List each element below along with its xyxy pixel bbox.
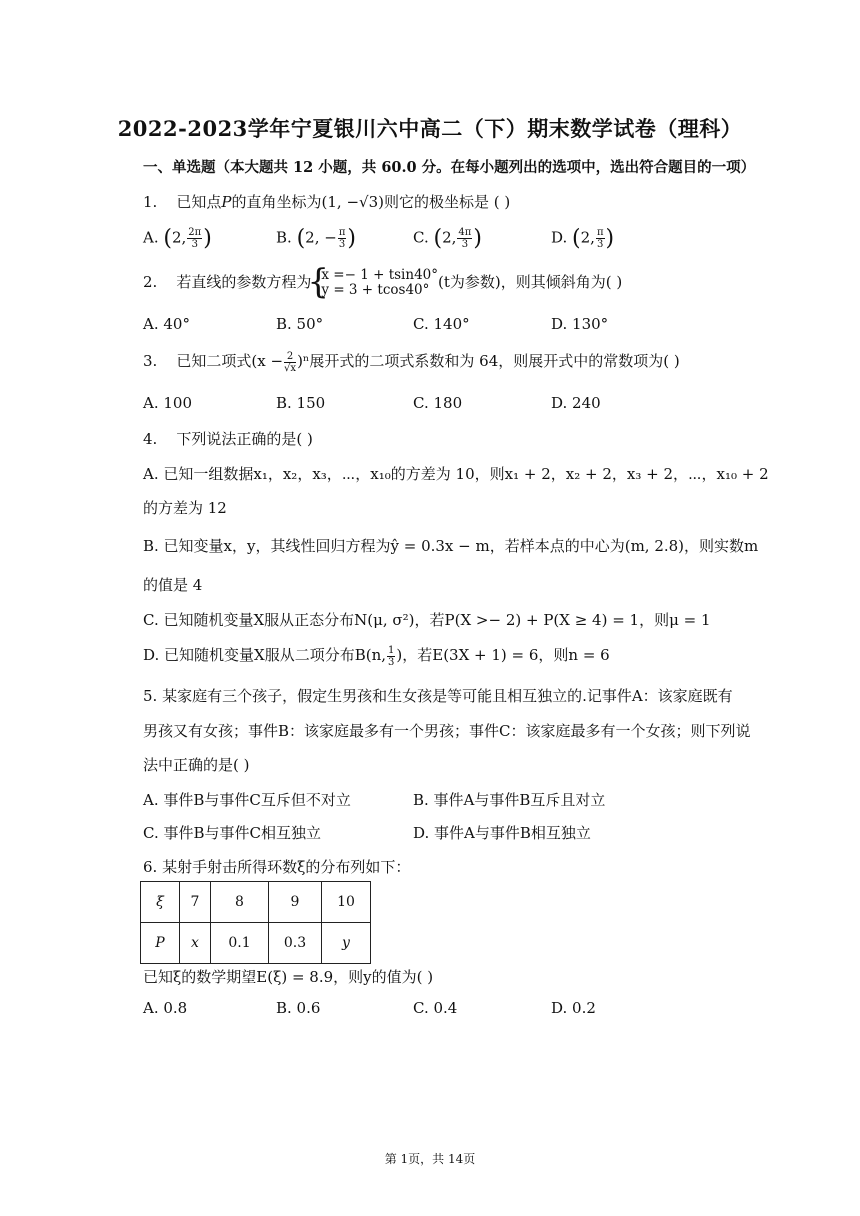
page-footer: 第 1页，共 14页 <box>384 1152 476 1166</box>
option-a[interactable]: A. 40° <box>143 315 190 333</box>
question-number: 2. <box>143 273 158 291</box>
question-text: )ⁿ展开式的二项式系数和为 64，则展开式中的常数项为( ) <box>297 352 680 370</box>
question-6: 6. 某射手射击所得环数ξ的分布列如下： <box>143 858 411 876</box>
option-d[interactable]: D. 130° <box>551 315 609 333</box>
table-row <box>141 882 371 923</box>
option-b[interactable]: B. 0.6 <box>276 999 321 1017</box>
question-text: (t为参数)，则其倾斜角为( ) <box>438 273 623 291</box>
variable-p: P <box>221 193 232 211</box>
question-1 <box>143 191 510 212</box>
option-d[interactable] <box>143 644 610 668</box>
table-cell: 7 <box>180 882 211 923</box>
equation-system: { x =− 1 + tsin40° y = 3 + tcos40° <box>311 268 438 298</box>
option-b-line2: 的值是 4 <box>143 576 203 594</box>
page-title: 2022-2023学年宁夏银川六中高二（下）期末数学试卷（理科） <box>117 116 743 141</box>
option-label: A. <box>143 228 159 247</box>
question-text: 已知二项式(x − <box>176 352 284 370</box>
option-b[interactable]: B. (2, − $\frac{\pi}{3}$ ) <box>276 226 356 251</box>
option-label: D. <box>551 228 568 247</box>
question-6-followup: 已知ξ的数学期望E(ξ) = 8.9，则y的值为( ) <box>143 968 434 986</box>
option-label: C. <box>413 228 429 247</box>
option-c[interactable]: C. (2, $\frac{4\pi}{3}$ ) <box>413 226 482 251</box>
distribution-table <box>140 881 371 964</box>
question-5-line1: 5. 某家庭有三个孩子，假定生男孩和生女孩是等可能且相互独立的.记事件A：该家庭既有 <box>143 687 733 705</box>
option-c[interactable]: C. 事件B与事件C相互独立 <box>143 824 321 842</box>
table-cell: 8 <box>211 882 269 923</box>
fraction: $\frac{2}{√x}$ <box>284 350 297 374</box>
table-cell: y <box>322 923 371 964</box>
question-number: 3. <box>143 352 158 370</box>
option-a[interactable]: A. 0.8 <box>143 999 188 1017</box>
coordinate: (1, −√3) <box>321 193 384 211</box>
option-c[interactable]: C. 已知随机变量X服从正态分布N(μ, σ²)，若P(X >− 2) + P(X ≥ 4) = 1，则μ = 1 <box>143 611 711 629</box>
fraction: $\frac{2\pi}{3}$ <box>188 227 202 250</box>
table-cell: 9 <box>269 882 322 923</box>
option-a[interactable]: A. 100 <box>143 394 192 412</box>
option-b-line1[interactable]: B. 已知变量x，y，其线性回归方程为ŷ = 0.3x − m，若样本点的中心为(m, 2.8)，则实数m <box>143 537 759 555</box>
fraction: $\frac{1}{3}$ <box>388 644 395 668</box>
option-b[interactable]: B. 50° <box>276 315 324 333</box>
fraction: $\frac{\pi}{3}$ <box>596 227 604 250</box>
option-c[interactable]: C. 180 <box>413 394 463 412</box>
option-d[interactable]: D. 0.2 <box>551 999 596 1017</box>
option-c[interactable]: C. 140° <box>413 315 470 333</box>
option-text: D. 已知随机变量X服从二项分布B(n, <box>143 646 387 664</box>
option-a-line2: 的方差为 12 <box>143 499 227 517</box>
question-text: 下列说法正确的是( ) <box>176 430 313 448</box>
option-a-line1[interactable]: A. 已知一组数据x₁，x₂，x₃，⋯，x₁₀的方差为 10，则x₁ + 2，x₂ + 2，x₃ + 2，⋯，x₁₀ + 2 <box>143 465 769 483</box>
table-cell: 0.1 <box>211 923 269 964</box>
question-text: 已知点 <box>176 193 222 211</box>
table-row <box>141 923 371 964</box>
option-d[interactable]: D. 事件A与事件B相互独立 <box>413 824 591 842</box>
question-3 <box>143 350 680 374</box>
table-cell: 0.3 <box>269 923 322 964</box>
question-number: 1. <box>143 193 158 211</box>
question-number: 4. <box>143 430 158 448</box>
option-value: 2, <box>171 228 187 247</box>
option-text: )，若E(3X + 1) = 6，则n = 6 <box>396 646 610 664</box>
option-b[interactable]: B. 事件A与事件B互斥且对立 <box>413 791 606 809</box>
question-2 <box>143 268 622 298</box>
option-value: 2, <box>580 228 595 247</box>
question-4 <box>143 428 313 449</box>
question-text: 若直线的参数方程为 <box>176 273 312 291</box>
option-value: 2, <box>442 228 457 247</box>
fraction: $\frac{4\pi}{3}$ <box>458 227 472 250</box>
option-value: 2, − <box>305 228 337 247</box>
table-cell: 10 <box>322 882 371 923</box>
option-b[interactable]: B. 150 <box>276 394 326 412</box>
question-text: 的直角坐标为 <box>231 193 322 211</box>
question-text: 则它的极坐标是 ( ) <box>383 193 511 211</box>
fraction: $\frac{\pi}{3}$ <box>338 227 346 250</box>
table-cell: ξ <box>141 882 180 923</box>
option-d[interactable]: D. (2, $\frac{\pi}{3}$ ) <box>551 226 615 251</box>
section-heading: 一、单选题（本大题共 12 小题，共 60.0 分。在每小题列出的选项中，选出符合题目的一项） <box>143 159 756 176</box>
option-d[interactable]: D. 240 <box>551 394 601 412</box>
option-a[interactable]: A. (2, $\frac{2\pi}{3}$ ) <box>143 226 212 251</box>
option-label: B. <box>276 228 292 247</box>
table-cell: P <box>141 923 180 964</box>
table-cell: x <box>180 923 211 964</box>
option-a[interactable]: A. 事件B与事件C互斥但不对立 <box>143 791 351 809</box>
question-5-line3: 法中正确的是( ) <box>143 756 250 774</box>
question-5-line2: 男孩又有女孩；事件B：该家庭最多有一个男孩；事件C：该家庭最多有一个女孩；则下列说 <box>143 722 751 740</box>
option-c[interactable]: C. 0.4 <box>413 999 458 1017</box>
